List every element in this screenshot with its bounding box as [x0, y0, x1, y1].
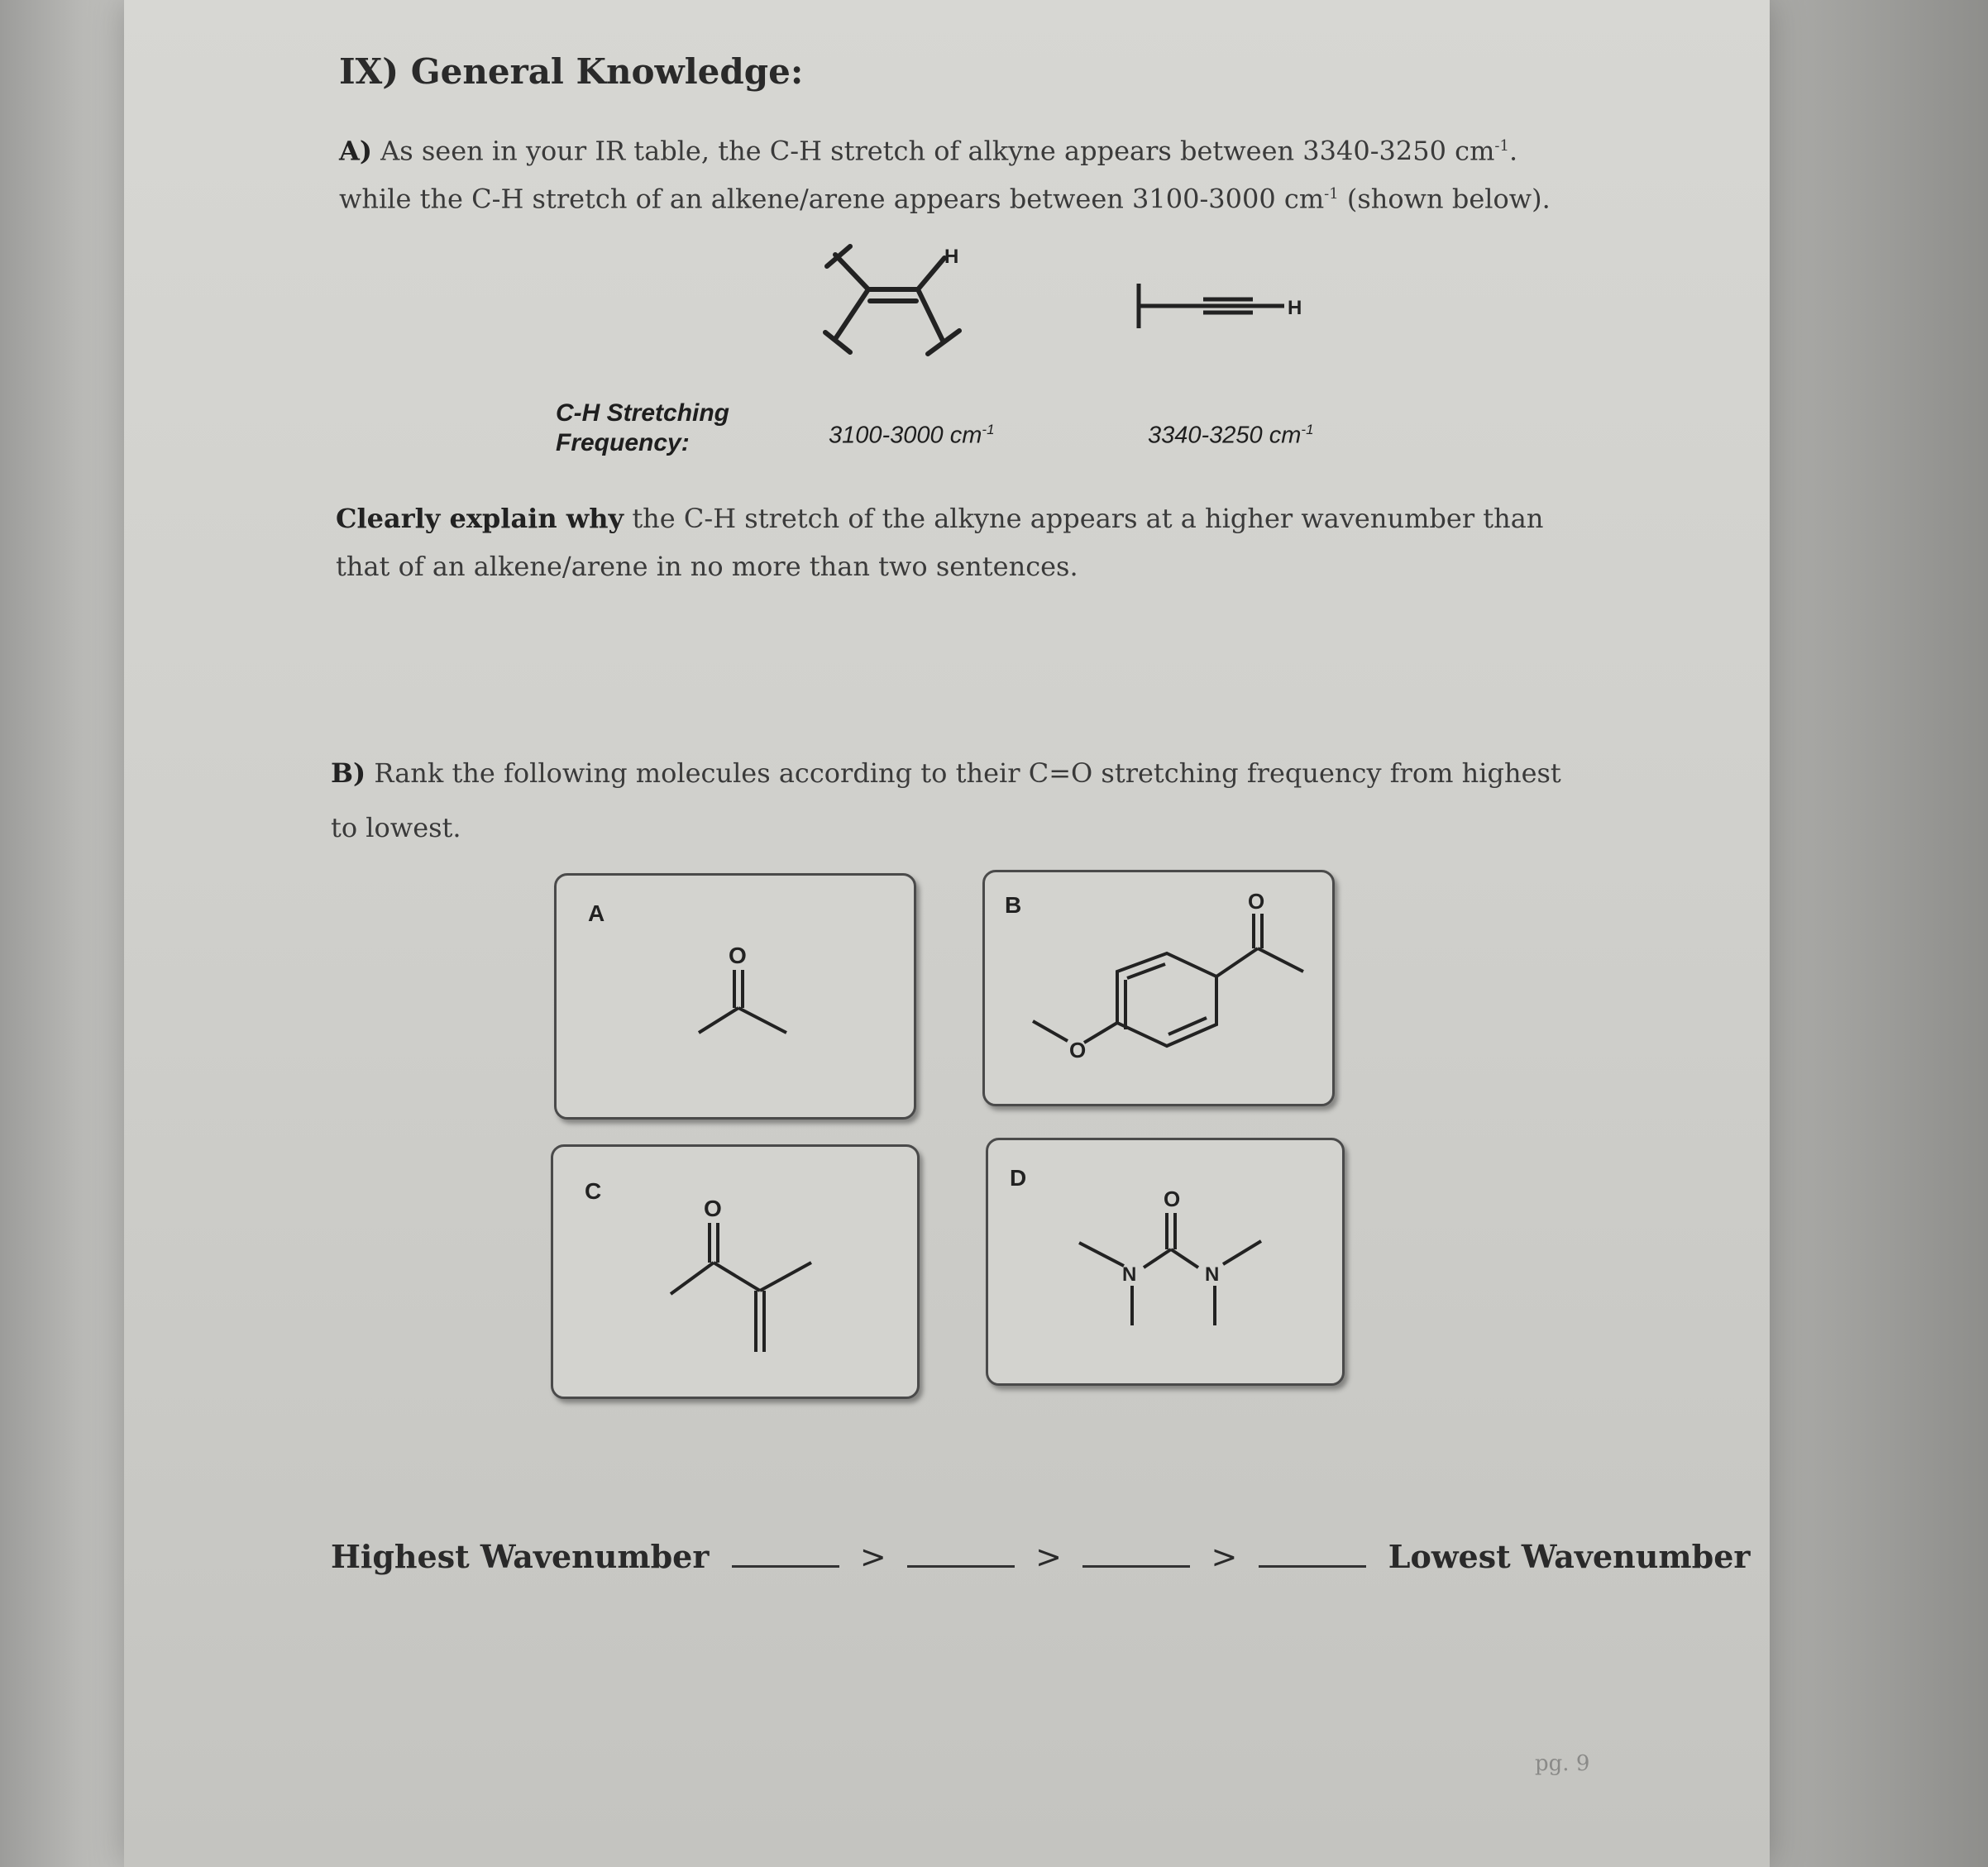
nitrogen-label: N: [1122, 1263, 1137, 1286]
part-a-text-2: while the C-H stretch of an alkene/arene appears between 3100-3000 cm: [339, 183, 1325, 215]
answer-blank-1[interactable]: [732, 1562, 839, 1568]
part-a-text-2-end: (shown below).: [1338, 183, 1551, 215]
lowest-wavenumber-label: Lowest Wavenumber: [1388, 1538, 1751, 1575]
alkene-structure: [810, 240, 992, 372]
molecule-box-a: [554, 873, 916, 1120]
question-line-2: that of an alkene/arene in no more than two sentences.: [336, 551, 1078, 582]
frequency-label-line-2: Frequency:: [556, 429, 690, 456]
page-number: pg. 9: [1535, 1751, 1590, 1776]
greater-than-2: >: [1035, 1539, 1062, 1575]
superscript: -1: [1301, 422, 1314, 437]
bond: [1258, 948, 1303, 972]
oxygen-label: O: [729, 943, 747, 968]
frequency-label: [556, 399, 729, 458]
frequency-label-line-1: C-H Stretching: [556, 399, 729, 427]
molecule-box-b: [982, 870, 1335, 1106]
molecule-label-c: C: [585, 1178, 602, 1204]
oxygen-label: O: [1069, 1038, 1087, 1062]
bond: [1216, 948, 1258, 976]
bond: [1079, 1243, 1124, 1266]
molecule-box-c: [551, 1144, 920, 1399]
question-line-1: [336, 494, 1543, 542]
oxygen-label: O: [1164, 1187, 1181, 1211]
alkyne-structure: [1129, 277, 1327, 335]
part-b-line-1: [331, 749, 1561, 797]
hydrogen-label: H: [944, 246, 959, 268]
superscript: -1: [1494, 137, 1509, 155]
urea-structure: [1063, 1173, 1311, 1363]
part-a-line-2: [339, 170, 1551, 223]
methoxyacetophenone-structure: [1010, 889, 1324, 1096]
benzene-ring: [1117, 953, 1216, 1046]
oxygen-label: O: [704, 1196, 722, 1221]
unsaturated-ketone-structure: [652, 1188, 851, 1370]
hydrogen-label: H: [1288, 297, 1302, 319]
alkyne-frequency: [1148, 422, 1314, 450]
answer-blank-3[interactable]: [1082, 1562, 1190, 1568]
bond: [699, 1008, 738, 1033]
part-a-line-1: A) As seen in your IR table, the C-H stretch of alkyne appears between 3340-3250 $cm^{-1}$.: [339, 135, 1518, 167]
highest-wavenumber-label: Highest Wavenumber: [331, 1538, 710, 1575]
bond: [1084, 1023, 1117, 1043]
part-b-text-1: Rank the following molecules according to their C=O stretching frequency from highest: [374, 757, 1561, 789]
acetone-structure: [689, 935, 805, 1051]
bond: [918, 289, 943, 341]
molecule-label-d: D: [1010, 1165, 1027, 1191]
bond: [714, 1263, 760, 1291]
bond: [918, 258, 944, 289]
molecule-box-d: [986, 1138, 1345, 1386]
alkene-frequency-value: 3100-3000 cm: [829, 422, 982, 449]
part-a-text-1: As seen in your IR table, the C-H stretch of alkyne appears between 3340-3250 cm: [380, 135, 1495, 167]
ranking-row: [331, 1538, 1750, 1575]
bond: [1171, 1249, 1198, 1268]
greater-than-3: >: [1211, 1539, 1238, 1575]
bond: [1144, 1249, 1171, 1268]
molecule-label-a: A: [588, 900, 605, 926]
superscript: -1: [982, 422, 995, 437]
nitrogen-label: N: [1205, 1263, 1220, 1286]
greater-than-1: >: [859, 1539, 886, 1575]
bond: [671, 1263, 714, 1294]
question-emphasis: Clearly explain why: [336, 503, 624, 534]
bond: [835, 289, 868, 339]
superscript: -1: [1324, 185, 1339, 203]
bond: [835, 255, 868, 289]
bond: [738, 1008, 786, 1033]
question-text: the C-H stretch of the alkyne appears at a higher wavenumber than: [624, 503, 1544, 534]
oxygen-label: O: [1248, 889, 1265, 914]
bond: [1223, 1241, 1261, 1264]
bond: [928, 331, 959, 354]
answer-blank-2[interactable]: [907, 1562, 1015, 1568]
alkyne-frequency-value: 3340-3250 cm: [1148, 422, 1302, 449]
answer-blank-4[interactable]: [1259, 1562, 1366, 1568]
part-b-label: B): [331, 757, 366, 789]
bond: [760, 1263, 811, 1291]
part-b-line-2: to lowest.: [331, 812, 461, 843]
part-a-label: A): [339, 135, 372, 167]
bond: [1033, 1021, 1068, 1041]
alkene-frequency: [829, 422, 995, 450]
section-title: IX) General Knowledge:: [339, 51, 804, 92]
molecule-label-b: B: [1005, 892, 1022, 918]
